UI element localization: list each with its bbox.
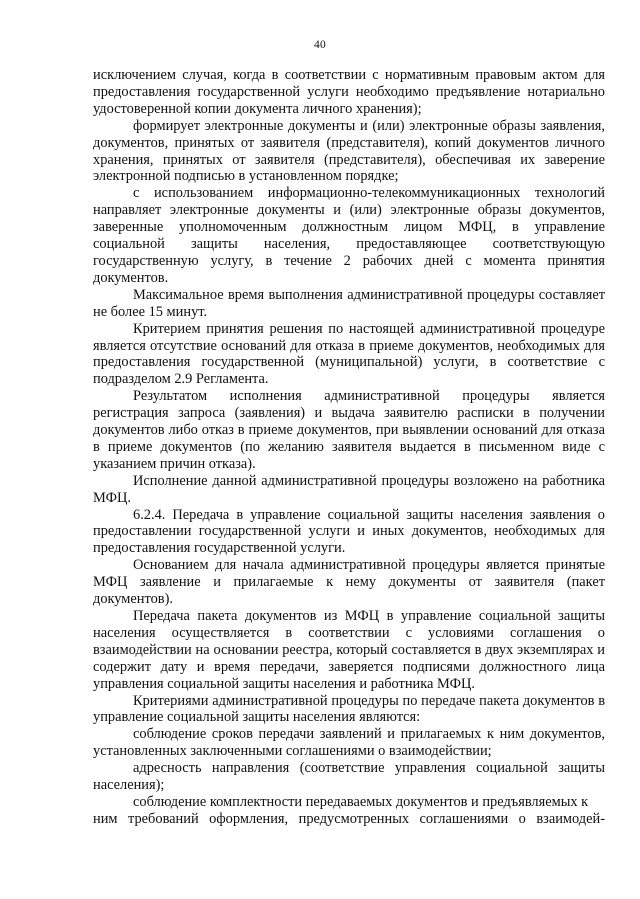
page-number: 40 [313, 39, 327, 51]
body-text [93, 67, 605, 828]
paragraph-package-transfer: Передача пакета документов из МФЦ в управление социальной защиты населения осуществляется в соответствии с условиями соглашения о взаимодействии на основании реестра, который составляется в двух экземплярах и содержит дату и время передачи, заверяется подписями должностного лица управления социальной защиты населения и работника МФЦ. [93, 608, 605, 692]
criteria-item-completeness: соблюдение комплектности передаваемых документов и предъявляемых к ним требований оформления, предусмотренных соглашениями о взаимодей- [93, 793, 605, 827]
paragraph-procedure-result: Результатом исполнения административной процедуры является регистрация запроса (заявления) и выдача заявителю расписки в получении документов либо отказ в приеме документов, при выявлении оснований для отказа в приеме документов (по желанию заявителя выдается в письменном виде с указанием причин отказа). [93, 388, 605, 472]
paragraph-responsible-worker: Исполнение данной административной процедуры возложено на работника МФЦ. [93, 472, 605, 506]
paragraph-continuation: исключением случая, когда в соответствии с нормативным правовым актом для предоставления государственной услуги необходимо предъявление нотариально удостоверенной копии документа личного хранения); [93, 67, 605, 117]
paragraph-ict-transfer: с использованием информационно-телекоммуникационных технологий направляет электронные документы и (или) электронные образы документов, заверенные уполномоченным должностным лицом МФЦ, в управление социальной защиты населения, предоставляющее соответствующую государственную услугу, в течение 2 рабочих дней с момента принятия документов. [93, 185, 605, 286]
paragraph-electronic-documents: формирует электронные документы и (или) электронные образы заявления, документов, принятых от заявителя (представителя), копий документов личного хранения, принятых от заявителя (представителя), обеспечивая их заверение электронной подписью в установленном порядке; [93, 117, 605, 185]
paragraph-max-time: Максимальное время выполнения административной процедуры составляет не более 15 минут. [93, 286, 605, 320]
paragraph-transfer-criteria: Критериями административной процедуры по передаче пакета документов в управление социальной защиты населения являются: [93, 692, 605, 726]
section-heading-6-2-4: 6.2.4. Передача в управление социальной защиты населения заявления о предоставлении государственной услуги и иных документов, необходимых для предоставления государственной услуги. [93, 506, 605, 557]
criteria-item-deadlines: соблюдение сроков передачи заявлений и прилагаемых к ним документов, установленных заключенными соглашениями о взаимодействии; [93, 726, 605, 760]
criteria-item-addressing: адресность направления (соответствие управления социальной защиты населения); [93, 760, 605, 794]
paragraph-procedure-basis: Основанием для начала административной процедуры является принятые МФЦ заявление и прилагаемые к нему документы от заявителя (пакет документов). [93, 557, 605, 608]
paragraph-decision-criterion: Критерием принятия решения по настоящей административной процедуре является отсутствие оснований для отказа в приеме документов, необходимых для предоставления государственной (муниципальной) услуги, в соответствие с подразделом 2.9 Регламента. [93, 320, 605, 388]
